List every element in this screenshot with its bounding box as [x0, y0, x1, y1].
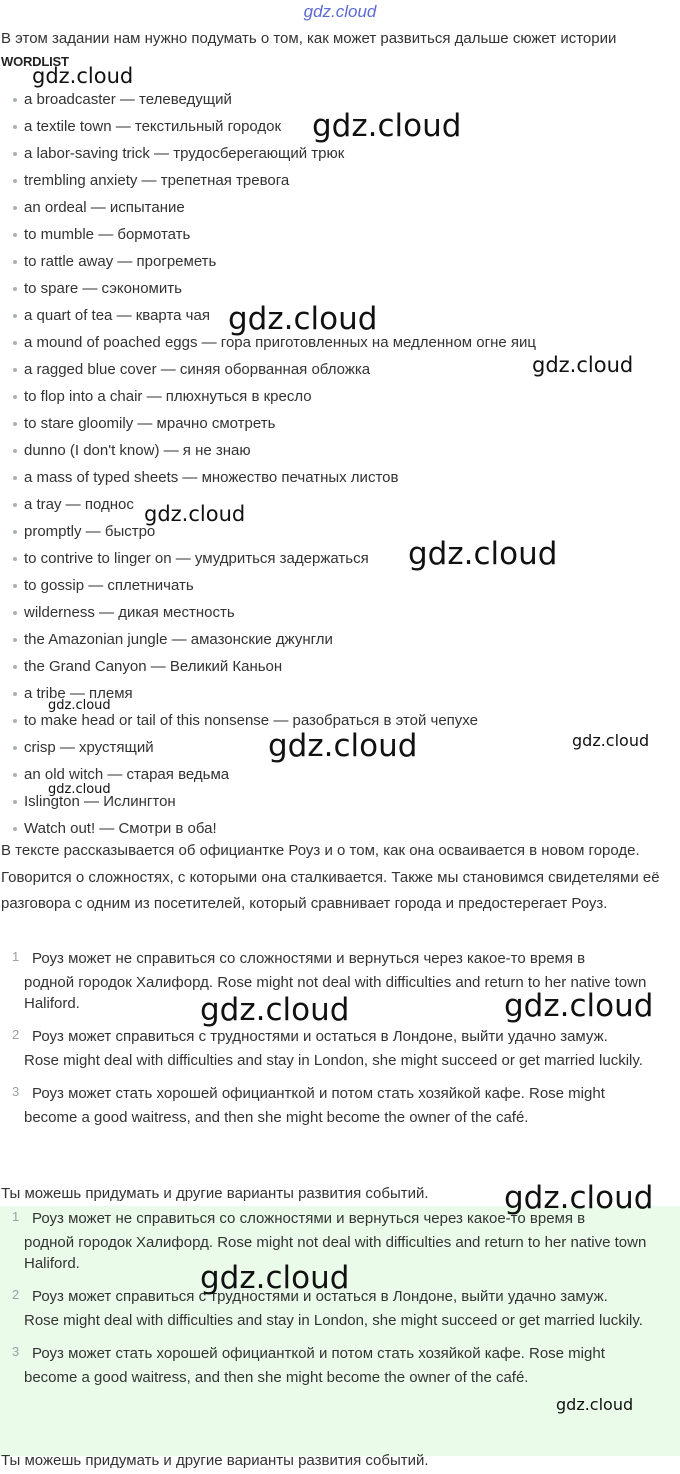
watermark: gdz.cloud: [48, 782, 111, 797]
list-item: a tribe — племя: [0, 680, 536, 707]
variant-number: 3: [12, 1344, 20, 1359]
variants-list: [0, 946, 680, 1138]
variant-number: 2: [12, 1287, 20, 1302]
list-item: a mass of typed sheets — множество печатных листов: [0, 464, 536, 491]
list-item: the Amazonian jungle — амазонские джунгли: [0, 626, 536, 653]
list-item: Watch out! — Смотри в оба!: [0, 815, 536, 842]
list-item: an old witch — старая ведьма: [0, 761, 536, 788]
list-item: a broadcaster — телеведущий: [0, 86, 536, 113]
list-item: to contrive to linger on — умудриться задержаться: [0, 545, 536, 572]
watermark: gdz.cloud: [504, 1180, 654, 1216]
variant-text-ru: Роуз может справиться с трудностями и остаться в Лондоне, выйти удачно замуж.: [32, 1288, 608, 1305]
variant-text: Rose might deal with difficulties and stay in London, she might succeed or get married luckily.: [24, 1052, 643, 1069]
list-item: an ordeal — испытание: [0, 194, 536, 221]
variant-item: [0, 1284, 664, 1331]
variant-text: Rose might deal with difficulties and stay in London, she might succeed or get married luckily.: [24, 1312, 643, 1329]
answer-block: [0, 1206, 680, 1456]
list-item: Islington — Ислингтон: [0, 788, 536, 815]
list-item: a quart of tea — кварта чая: [0, 302, 536, 329]
watermark: gdz.cloud: [408, 536, 558, 572]
list-item: to stare gloomily — мрачно смотреть: [0, 410, 536, 437]
variant-item: [0, 1206, 664, 1274]
list-item: a textile town — текстильный городок: [0, 113, 536, 140]
variant-text-ru: Роуз может стать хорошей официанткой и потом стать хозяйкой кафе. Rose might: [32, 1345, 605, 1362]
list-item: promptly — быстро: [0, 518, 536, 545]
list-item: a mound of poached eggs — гора приготовленных на медленном огне яиц: [0, 329, 536, 356]
variant-text-ru: Роуз может не справиться со сложностями и вернуться через какое-то время в: [32, 950, 586, 967]
variant-text: become a good waitress, and then she might become the owner of the café.: [24, 1109, 529, 1126]
list-item: dunno (I don't know) — я не знаю: [0, 437, 536, 464]
watermark: gdz.cloud: [32, 64, 134, 88]
variant-item: [0, 946, 664, 1014]
watermark: gdz.cloud: [200, 992, 350, 1028]
watermark: gdz.cloud: [200, 1260, 350, 1296]
watermark: gdz.cloud: [532, 353, 634, 377]
watermark: gdz.cloud: [556, 1395, 634, 1414]
list-item: to gossip — сплетничать: [0, 572, 536, 599]
variant-text: родной городок Халифорд. Rose might not deal with difficulties and return to her native town Haliford.: [24, 974, 647, 1012]
variant-item: [0, 1081, 664, 1128]
list-item: a labor-saving trick — трудосберегающий трюк: [0, 140, 536, 167]
variant-text-ru: Роуз может не справиться со сложностями и вернуться через какое-то время в: [32, 1210, 586, 1227]
task-intro: В этом задании нам нужно подумать о том, как может развиться дальше сюжет истории: [1, 30, 617, 47]
closing-note: Ты можешь придумать и другие варианты развития событий.: [1, 1452, 429, 1469]
watermark: gdz.cloud: [268, 728, 418, 764]
watermark: gdz.cloud: [228, 301, 378, 337]
variant-number: 1: [12, 1209, 20, 1224]
watermark: gdz.cloud: [144, 502, 246, 526]
list-item: to flop into a chair — плюхнуться в кресло: [0, 383, 536, 410]
list-item: the Grand Canyon — Великий Каньон: [0, 653, 536, 680]
wordlist: [0, 86, 536, 842]
list-item: wilderness — дикая местность: [0, 599, 536, 626]
variant-number: 1: [12, 949, 20, 964]
watermark: gdz.cloud: [504, 988, 654, 1024]
variant-number: 2: [12, 1027, 20, 1042]
variant-item: [0, 1024, 664, 1071]
watermark: gdz.cloud: [572, 731, 650, 750]
watermark: gdz.cloud: [312, 108, 462, 144]
watermark: gdz.cloud: [48, 698, 111, 713]
story-description: В тексте рассказывается об официантке Роуз и о том, как она осваивается в новом городе. Говорится о сложностях, с которыми она сталкивается. Также мы становимся свидетелями её разговора с одним из посетителей, который сравнивает города и предостерегает Роуз.: [1, 842, 660, 912]
variant-text-ru: Роуз может стать хорошей официанткой и потом стать хозяйкой кафе. Rose might: [32, 1085, 605, 1102]
list-item: to make head or tail of this nonsense — разобраться в этой чепухе: [0, 707, 536, 734]
wordlist-heading: WORDLIST: [1, 54, 69, 69]
list-item: crisp — хрустящий: [0, 734, 536, 761]
list-item: a tray — поднос: [0, 491, 536, 518]
variant-item: [0, 1341, 664, 1388]
closing-note: Ты можешь придумать и другие варианты развития событий.: [1, 1185, 429, 1202]
variant-text: become a good waitress, and then she might become the owner of the café.: [24, 1369, 529, 1386]
list-item: a ragged blue cover — синяя оборванная обложка: [0, 356, 536, 383]
list-item: trembling anxiety — трепетная тревога: [0, 167, 536, 194]
variant-text: родной городок Халифорд. Rose might not deal with difficulties and return to her native town Haliford.: [24, 1234, 647, 1272]
site-logo[interactable]: gdz.cloud: [303, 2, 377, 21]
list-item: to rattle away — прогреметь: [0, 248, 536, 275]
variant-text-ru: Роуз может справиться с трудностями и остаться в Лондоне, выйти удачно замуж.: [32, 1028, 608, 1045]
list-item: to spare — сэкономить: [0, 275, 536, 302]
variant-number: 3: [12, 1084, 20, 1099]
list-item: to mumble — бормотать: [0, 221, 536, 248]
